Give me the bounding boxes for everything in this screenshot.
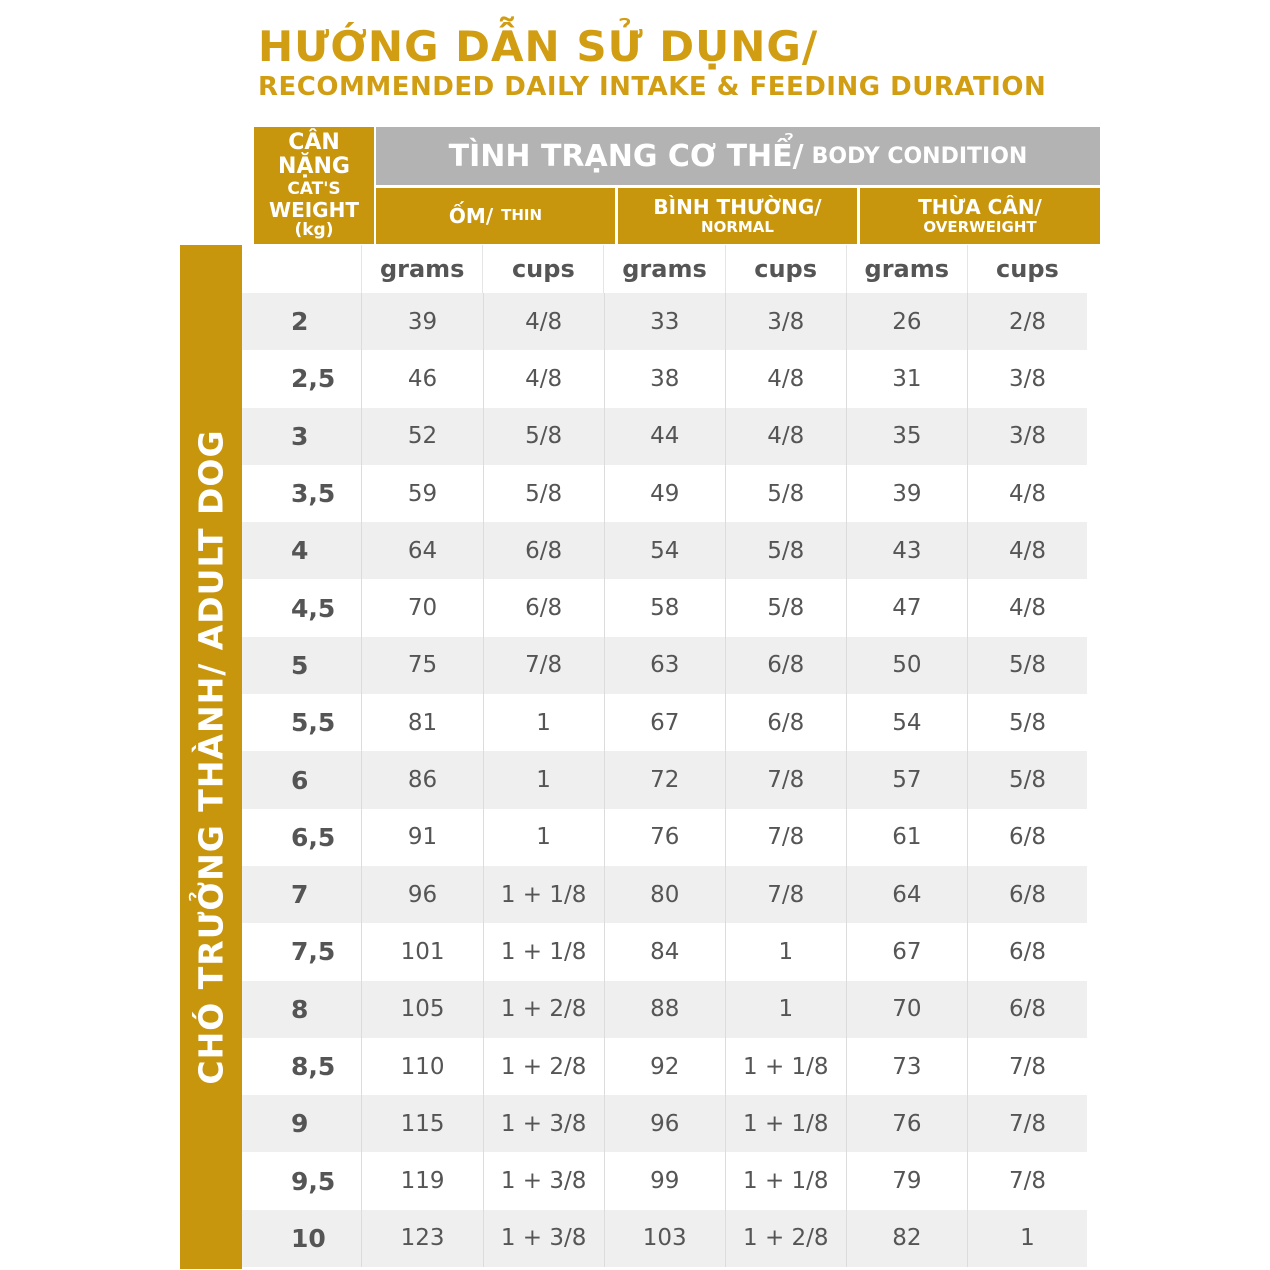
thin-cups-cell: 5/8 [483,465,604,522]
table-row [242,1095,1087,1152]
overweight-grams-cell: 43 [846,522,967,579]
normal-grams-cell: 58 [604,579,725,636]
normal-grams-cell: 88 [604,981,725,1038]
thin-grams-cell: 101 [361,923,482,980]
thin-cups-cell: 1 + 2/8 [483,981,604,1038]
weight-cell: 10 [291,1223,326,1253]
overweight-grams-cell: 54 [846,694,967,751]
unit-label: cups [482,245,603,293]
overweight-cups-cell: 4/8 [967,522,1087,579]
normal-grams-cell: 72 [604,751,725,808]
overweight-cups-cell: 6/8 [967,866,1087,923]
normal-cups-cell: 4/8 [725,350,846,407]
weight-cell: 2 [291,307,309,337]
normal-grams-cell: 33 [604,293,725,350]
thin-grams-cell: 123 [361,1210,482,1267]
weight-cell: 4 [291,536,309,566]
thin-cups-cell: 1 + 3/8 [483,1095,604,1152]
thin-grams-cell: 110 [361,1038,482,1095]
weight-header-line2: CAT'S [287,178,341,199]
thin-cups-cell: 7/8 [483,637,604,694]
thin-grams-cell: 46 [361,350,482,407]
table-row [242,579,1087,636]
overweight-grams-cell: 39 [846,465,967,522]
thin-cups-cell: 5/8 [483,408,604,465]
unit-spacer [242,245,361,293]
thin-grams-cell: 119 [361,1152,482,1209]
normal-cups-cell: 1 [725,923,846,980]
normal-grams-cell: 49 [604,465,725,522]
normal-cups-cell: 6/8 [725,694,846,751]
overweight-cups-cell: 6/8 [967,981,1087,1038]
feeding-table-body [242,293,1087,1267]
normal-grams-cell: 99 [604,1152,725,1209]
overweight-grams-cell: 26 [846,293,967,350]
thin-cups-cell: 1 [483,751,604,808]
weight-cell: 7 [291,880,309,910]
page-title: HƯỚNG DẪN SỬ DỤNG/ [258,22,819,71]
unit-label: cups [725,245,846,293]
overweight-grams-cell: 50 [846,637,967,694]
weight-cell: 5 [291,650,309,680]
overweight-cups-cell: 5/8 [967,637,1087,694]
thin-grams-cell: 70 [361,579,482,636]
weight-cell: 6 [291,765,309,795]
thin-grams-cell: 39 [361,293,482,350]
overweight-cups-cell: 5/8 [967,751,1087,808]
table-row [242,1210,1087,1267]
thin-grams-cell: 115 [361,1095,482,1152]
weight-cell: 8 [291,994,309,1024]
table-row [242,1152,1087,1209]
overweight-cups-cell: 1 [967,1210,1087,1267]
thin-cups-cell: 1 + 2/8 [483,1038,604,1095]
normal-cups-cell: 6/8 [725,637,846,694]
overweight-cups-cell: 3/8 [967,350,1087,407]
unit-label: cups [967,245,1087,293]
thin-grams-cell: 86 [361,751,482,808]
overweight-cups-cell: 4/8 [967,579,1087,636]
overweight-cups-cell: 5/8 [967,694,1087,751]
overweight-grams-cell: 73 [846,1038,967,1095]
table-row [242,408,1087,465]
normal-grams-cell: 96 [604,1095,725,1152]
weight-column-header [254,127,374,244]
condition-vi: ỐM/ [448,203,494,228]
overweight-cups-cell: 6/8 [967,923,1087,980]
normal-cups-cell: 4/8 [725,408,846,465]
body-condition-vi: TÌNH TRẠNG CƠ THỂ/ [448,138,804,174]
weight-header-line4: (kg) [294,220,334,241]
overweight-grams-cell: 79 [846,1152,967,1209]
thin-grams-cell: 105 [361,981,482,1038]
overweight-grams-cell: 64 [846,866,967,923]
normal-grams-cell: 92 [604,1038,725,1095]
table-row [242,293,1087,350]
side-label: CHÓ TRƯỞNG THÀNH/ ADULT DOG [191,429,231,1085]
normal-grams-cell: 67 [604,694,725,751]
weight-cell: 2,5 [291,364,336,394]
unit-label: grams [846,245,967,293]
thin-cups-cell: 1 + 3/8 [483,1152,604,1209]
thin-cups-cell: 1 [483,809,604,866]
overweight-grams-cell: 76 [846,1095,967,1152]
normal-cups-cell: 5/8 [725,465,846,522]
normal-grams-cell: 63 [604,637,725,694]
weight-cell: 4,5 [291,593,336,623]
thin-grams-cell: 96 [361,866,482,923]
thin-cups-cell: 4/8 [483,293,604,350]
condition-en: NORMAL [701,217,774,236]
normal-cups-cell: 7/8 [725,866,846,923]
table-row [242,465,1087,522]
body-condition-en: BODY CONDITION [811,143,1028,169]
condition-en: OVERWEIGHT [923,217,1037,236]
weight-cell: 9 [291,1109,309,1139]
condition-en: THIN [501,206,543,225]
overweight-grams-cell: 67 [846,923,967,980]
table-row [242,866,1087,923]
overweight-cups-cell: 2/8 [967,293,1087,350]
overweight-grams-cell: 31 [846,350,967,407]
overweight-cups-cell: 7/8 [967,1095,1087,1152]
normal-grams-cell: 80 [604,866,725,923]
thin-grams-cell: 81 [361,694,482,751]
table-row [242,981,1087,1038]
table-row [242,809,1087,866]
thin-grams-cell: 64 [361,522,482,579]
thin-cups-cell: 1 + 1/8 [483,866,604,923]
weight-cell: 8,5 [291,1052,336,1081]
overweight-grams-cell: 57 [846,751,967,808]
thin-grams-cell: 59 [361,465,482,522]
table-row [242,522,1087,579]
thin-grams-cell: 52 [361,408,482,465]
normal-cups-cell: 3/8 [725,293,846,350]
normal-cups-cell: 5/8 [725,579,846,636]
thin-grams-cell: 75 [361,637,482,694]
weight-cell: 5,5 [291,708,336,738]
unit-label: grams [361,245,482,293]
weight-cell: 3,5 [291,479,336,509]
overweight-grams-cell: 47 [846,579,967,636]
condition-normal-header [618,188,857,244]
normal-grams-cell: 84 [604,923,725,980]
thin-grams-cell: 91 [361,809,482,866]
overweight-grams-cell: 82 [846,1210,967,1267]
thin-cups-cell: 6/8 [483,579,604,636]
normal-cups-cell: 1 + 1/8 [725,1095,846,1152]
normal-cups-cell: 7/8 [725,751,846,808]
overweight-grams-cell: 61 [846,809,967,866]
condition-vi: BÌNH THƯỜNG/ [653,194,822,219]
overweight-cups-cell: 4/8 [967,465,1087,522]
thin-cups-cell: 6/8 [483,522,604,579]
normal-grams-cell: 103 [604,1210,725,1267]
unit-label: grams [603,245,724,293]
normal-cups-cell: 1 + 1/8 [725,1152,846,1209]
condition-overweight-header [860,188,1100,244]
table-row [242,637,1087,694]
normal-grams-cell: 76 [604,809,725,866]
normal-cups-cell: 1 [725,981,846,1038]
table-row [242,694,1087,751]
normal-grams-cell: 54 [604,522,725,579]
table-row [242,350,1087,407]
weight-header-line1: CÂN NẶNG [278,129,350,180]
overweight-grams-cell: 35 [846,408,967,465]
table-row [242,923,1087,980]
weight-header-line3: WEIGHT [269,197,359,222]
normal-cups-cell: 5/8 [725,522,846,579]
overweight-cups-cell: 6/8 [967,809,1087,866]
weight-cell: 7,5 [291,937,336,967]
page-subtitle: RECOMMENDED DAILY INTAKE & FEEDING DURATION [258,72,1047,102]
overweight-cups-cell: 3/8 [967,408,1087,465]
weight-cell: 9,5 [291,1166,336,1196]
thin-cups-cell: 1 [483,694,604,751]
units-row [242,245,1087,293]
table-row [242,1038,1087,1095]
overweight-grams-cell: 70 [846,981,967,1038]
normal-grams-cell: 44 [604,408,725,465]
weight-cell: 3 [291,421,309,451]
condition-vi: THỪA CÂN/ [918,194,1042,219]
normal-grams-cell: 38 [604,350,725,407]
body-condition-header [376,127,1100,185]
table-row [242,751,1087,808]
normal-cups-cell: 1 + 2/8 [725,1210,846,1267]
overweight-cups-cell: 7/8 [967,1038,1087,1095]
thin-cups-cell: 4/8 [483,350,604,407]
weight-cell: 6,5 [291,822,336,852]
normal-cups-cell: 7/8 [725,809,846,866]
thin-cups-cell: 1 + 1/8 [483,923,604,980]
thin-cups-cell: 1 + 3/8 [483,1210,604,1267]
condition-thin-header [376,188,615,244]
normal-cups-cell: 1 + 1/8 [725,1038,846,1095]
overweight-cups-cell: 7/8 [967,1152,1087,1209]
